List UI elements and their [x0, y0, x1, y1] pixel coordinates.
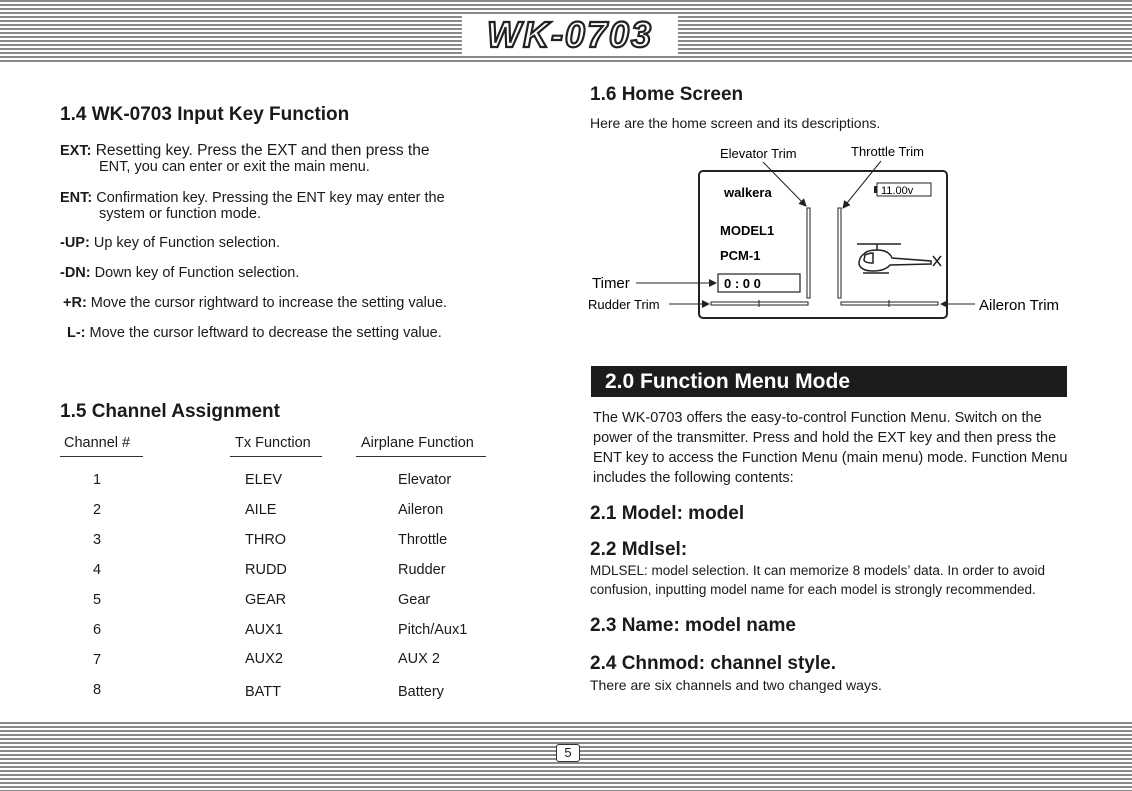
section-1-6-title: 1.6 Home Screen	[590, 84, 744, 105]
throttle-trim-bar	[838, 208, 841, 298]
header-tx-function: Tx Function	[235, 435, 311, 451]
table-cell: AUX 2	[398, 651, 440, 667]
table-cell: GEAR	[245, 592, 287, 608]
section-2-0-banner: 2.0 Function Menu Mode	[591, 366, 1067, 397]
pcm-mode: PCM-1	[720, 248, 761, 263]
mdlsel-description: MDLSEL: model selection. It can memorize 8 models’ data. In order to avoid confusion, inputting model name for each model is strongly recommended.	[590, 563, 1045, 597]
elevator-trim-bar	[807, 208, 810, 298]
table-cell: BATT	[245, 684, 281, 700]
header-underline	[356, 456, 486, 457]
key-label: EXT:	[60, 143, 92, 159]
table-cell: 8	[93, 682, 102, 698]
page-number: 5	[556, 744, 580, 762]
home-screen-intro: Here are the home screen and its descriptions.	[590, 115, 881, 131]
table-cell: 5	[93, 592, 102, 608]
table-cell: ELEV	[245, 472, 283, 488]
table-cell: Rudder	[398, 562, 446, 578]
key-ent: ENT: Confirmation key. Pressing the ENT key may enter the system or function mode.	[60, 190, 445, 222]
table-cell: 3	[93, 532, 102, 548]
table-cell: AUX1	[245, 622, 283, 638]
key-ext: EXT: Resetting key. Press the EXT and then press the ENT, you can enter or exit the main menu.	[60, 142, 430, 175]
section-2-2-title: 2.2 Mdlsel:	[590, 539, 688, 560]
header-airplane-function: Airplane Function	[361, 435, 474, 451]
table-cell: Aileron	[398, 502, 444, 518]
section-1-4-title: 1.4 WK-0703 Input Key Function	[60, 104, 350, 125]
header-channel: Channel #	[64, 435, 131, 451]
table-cell: Battery	[398, 684, 444, 700]
brand-label: walkera	[724, 185, 772, 200]
section-2-4-title: 2.4 Chnmod: channel style.	[590, 653, 836, 674]
logo-text: WK-0703	[486, 15, 654, 55]
battery-terminal	[874, 186, 877, 193]
table-cell: AILE	[245, 502, 277, 518]
key-r: +R: Move the cursor rightward to increase the setting value.	[63, 295, 448, 311]
throttle-trim-label: Throttle Trim	[851, 144, 924, 159]
table-cell: 4	[93, 562, 102, 578]
aileron-trim-label: Aileron Trim	[979, 297, 1060, 314]
key-dn: -DN: Down key of Function selection.	[60, 265, 300, 281]
table-cell: RUDD	[245, 562, 287, 578]
header-underline	[230, 456, 322, 457]
header-underline	[60, 456, 143, 457]
key-l: L-: Move the cursor leftward to decrease the setting value.	[67, 325, 442, 341]
home-screen-diagram	[585, 140, 1075, 325]
section-2-1-title: 2.1 Model: model	[590, 503, 745, 524]
table-cell: 2	[93, 502, 102, 518]
rudder-trim-label: Rudder Trim	[588, 297, 660, 312]
chnmod-description: There are six channels and two changed ways.	[590, 677, 882, 693]
section-1-5-title: 1.5 Channel Assignment	[60, 401, 280, 422]
table-cell: 7	[93, 652, 102, 668]
table-cell: AUX2	[245, 651, 283, 667]
table-cell: 6	[93, 622, 102, 638]
table-cell: Pitch/Aux1	[398, 622, 468, 638]
elevator-trim-label: Elevator Trim	[720, 146, 797, 161]
timer-value: 0 : 0 0	[724, 276, 761, 291]
timer-label: Timer	[592, 275, 630, 292]
table-cell: Elevator	[398, 472, 452, 488]
table-cell: 1	[93, 472, 102, 488]
function-menu-paragraph: The WK-0703 offers the easy-to-control Function Menu. Switch on the power of the transmitter. Press and hold the EXT key and then press the ENT key to access the Function Menu (main menu) mode. Function Menu includes the following contents:	[593, 410, 1068, 486]
table-cell: THRO	[245, 532, 287, 548]
section-2-3-title: 2.3 Name: model name	[590, 615, 796, 636]
model-name: MODEL1	[720, 223, 775, 238]
table-cell: Gear	[398, 592, 431, 608]
table-cell: Throttle	[398, 532, 448, 548]
key-up: -UP: Up key of Function selection.	[60, 235, 281, 251]
wk-0703-logo	[462, 15, 678, 55]
voltage-readout: 11.00v	[881, 185, 914, 197]
